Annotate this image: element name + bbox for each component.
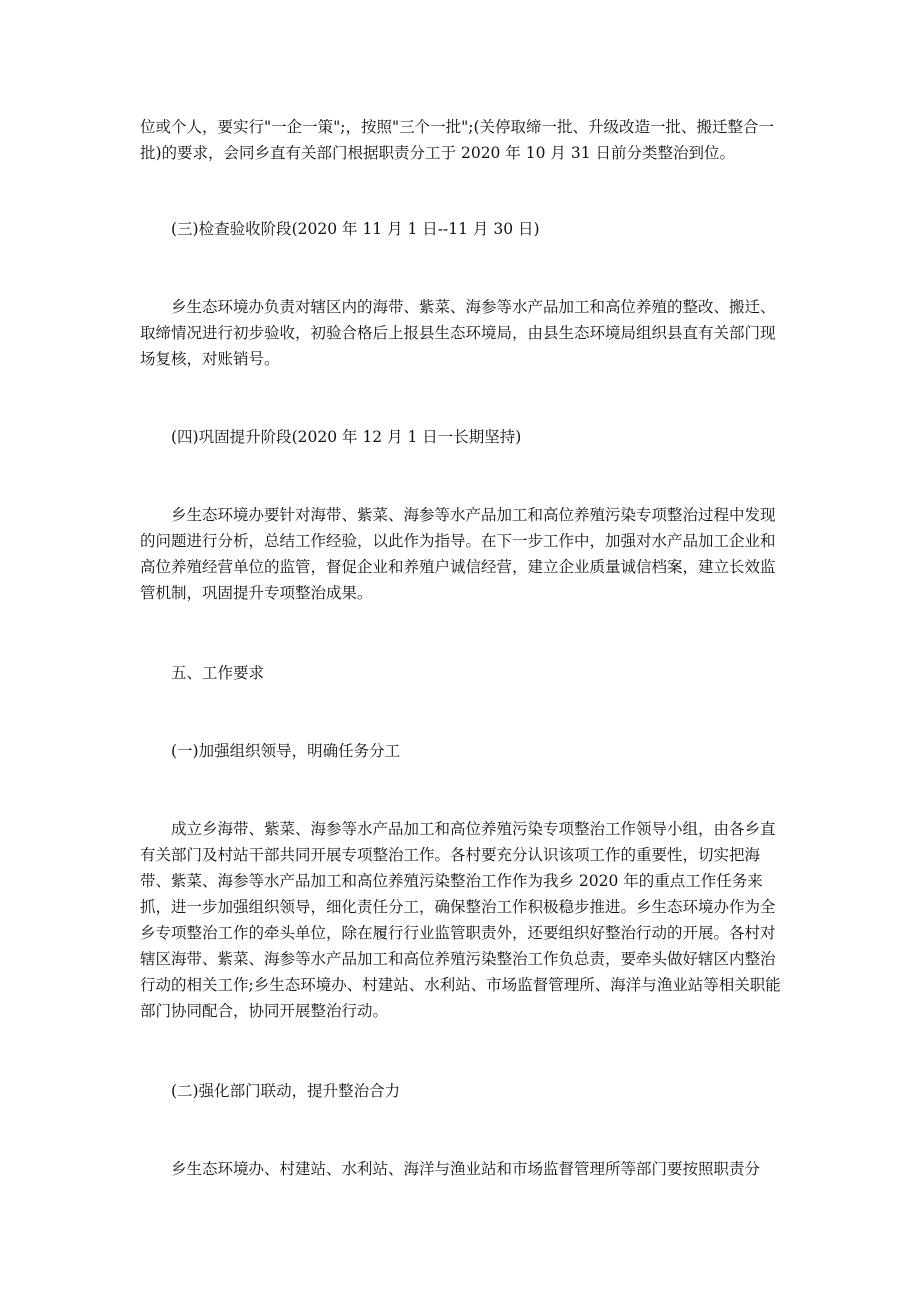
paragraph-coordination: 乡生态环境办、村建站、水利站、海洋与渔业站和市场监督管理所等部门要按照职责分 — [171, 1160, 761, 1178]
paragraph-inspection: 乡生态环境办负责对辖区内的海带、紫菜、海参等水产品加工和高位养殖的整改、搬迁、取缔情况进行初步验收，初验合格后上报县生态环境局，由县生态环境局组织县直有关部门现场复核，对账销号。 — [140, 298, 776, 368]
paragraph-leadership: 成立乡海带、紫菜、海参等水产品加工和高位养殖污染专项整治工作领导小组，由各乡直有关部门及村站干部共同开展专项整治工作。各村要充分认识该项工作的重要性，切实把海带、紫菜、海参等水产品加工和高位养殖污染整治工作作为我乡 2020 年的重点工作任务来抓，进一步加强组织领导，细化责任分工，确保整治工作积极稳步推进。乡生态环境办作为全乡专项整治工作的牵头单位，除在履行行业监管职责外，还要组织好整治行动的开展。各村对辖区海带、紫菜、海参等水产品加工和高位养殖污染整治工作负总责，要牵头做好辖区内整治行动的相关工作;乡生态环境办、村建站、水利站、市场监督管理所、海洋与渔业站等相关职能部门协同配合，协同开展整治行动。 — [140, 820, 781, 1020]
section-heading-inspection: (三)检查验收阶段(2020 年 11 月 1 日--11 月 30 日) — [171, 220, 540, 238]
paragraph-1: 位或个人，要实行"一企一策";，按照"三个一批";(关停取缔一批、升级改造一批、搬迁整合一批)的要求，会同乡直有关部门根据职责分工于 2020 年 10 月 31 日前分类整治到位。 — [140, 118, 775, 162]
section-heading-requirements: 五、工作要求 — [171, 664, 265, 682]
section-heading-consolidation: (四)巩固提升阶段(2020 年 12 月 1 日一长期坚持) — [171, 428, 522, 446]
subheading-coordination: (二)强化部门联动，提升整治合力 — [171, 1082, 401, 1100]
subheading-leadership: (一)加强组织领导，明确任务分工 — [171, 742, 401, 760]
paragraph-consolidation: 乡生态环境办要针对海带、紫菜、海参等水产品加工和高位养殖污染专项整治过程中发现的问题进行分析，总结工作经验，以此作为指导。在下一步工作中，加强对水产品加工企业和高位养殖经营单位的监管，督促企业和养殖户诚信经营，建立企业质量诚信档案，建立长效监管机制，巩固提升专项整治成果。 — [140, 506, 776, 602]
